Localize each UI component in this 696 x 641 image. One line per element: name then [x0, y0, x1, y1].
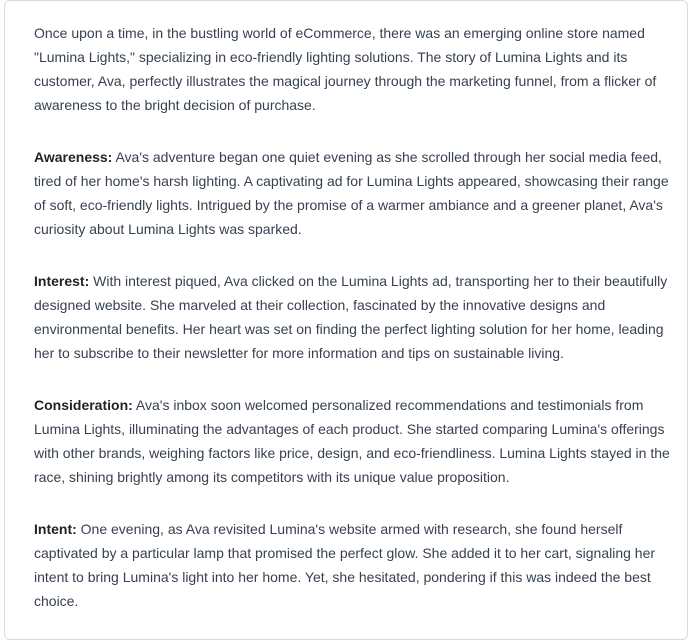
interest-heading: Interest:	[34, 273, 90, 289]
awareness-heading: Awareness:	[34, 149, 113, 165]
consideration-paragraph	[34, 393, 674, 489]
intro-text: Once upon a time, in the bustling world of eCommerce, there was an emerging online store named "Lumina Lights," specializing in eco-friendly lighting solutions. The story of Lumina Lights and its customer, Ava, perfectly illustrates the magical journey through the marketing funnel, from a flicker of awareness to the bright decision of purchase.	[34, 25, 657, 113]
interest-text: With interest piqued, Ava clicked on the Lumina Lights ad, transporting her to their beautifully designed website. She marveled at their collection, fascinated by the innovative designs and environmental benefits. Her heart was set on finding the perfect lighting solution for her home, leading her to subscribe to their newsletter for more information and tips on sustainable living.	[34, 273, 668, 361]
message-card	[4, 0, 688, 640]
message-content	[34, 21, 674, 641]
awareness-paragraph	[34, 145, 674, 241]
consideration-text: Ava's inbox soon welcomed personalized recommendations and testimonials from Lumina Lights, illuminating the advantages of each product. She started comparing Lumina's offerings with other brands, weighing factors like price, design, and eco-friendliness. Lumina Lights stayed in the race, shining brightly among its competitors with its unique value proposition.	[34, 397, 670, 485]
intent-text: One evening, as Ava revisited Lumina's website armed with research, she found herself captivated by a particular lamp that promised the perfect glow. She added it to her cart, signaling her intent to bring Lumina's light into her home. Yet, she hesitated, pondering if this was indeed the best choice.	[34, 521, 656, 609]
interest-paragraph	[34, 269, 674, 365]
consideration-heading: Consideration:	[34, 397, 133, 413]
intro-paragraph	[34, 21, 674, 117]
intent-paragraph	[34, 517, 674, 613]
intent-heading: Intent:	[34, 521, 77, 537]
awareness-text: Ava's adventure began one quiet evening as she scrolled through her social media feed, tired of her home's harsh lighting. A captivating ad for Lumina Lights appeared, showcasing their range of soft, eco-friendly lights. Intrigued by the promise of a warmer ambiance and a greener planet, Ava's curiosity about Lumina Lights was sparked.	[34, 149, 669, 237]
